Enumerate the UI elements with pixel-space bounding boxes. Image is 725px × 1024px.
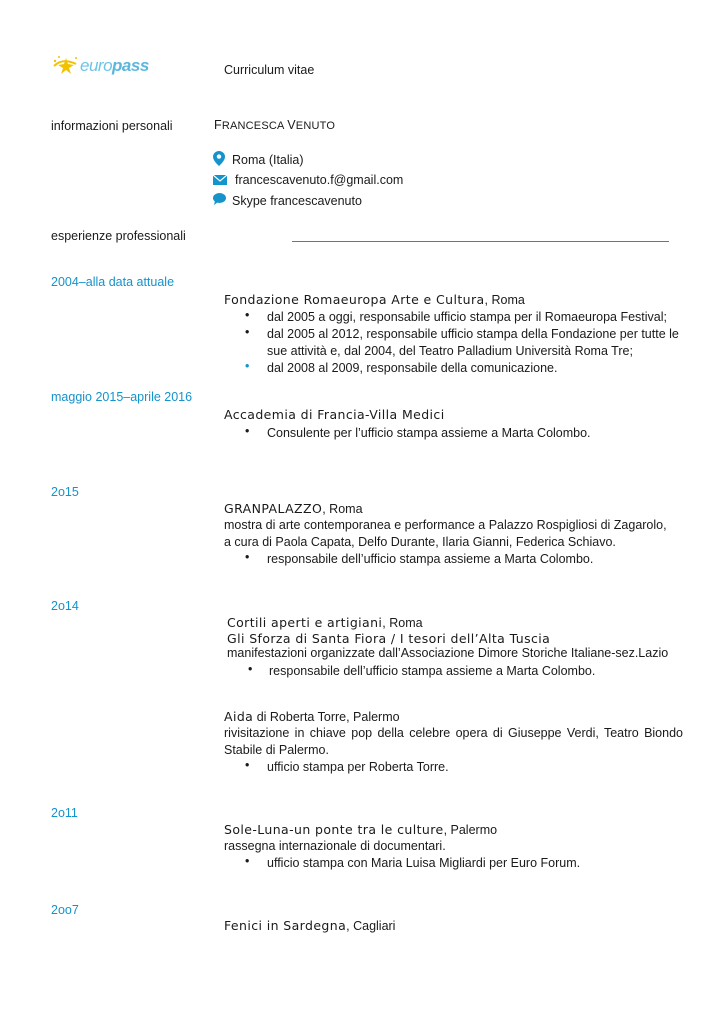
entry-bullet-continuation: sue attività e, dal 2004, del Teatro Palladium Università Roma Tre; bbox=[267, 344, 633, 358]
experience-section-label: esperienze professionali bbox=[51, 229, 186, 243]
entry-date: 2o14 bbox=[51, 599, 79, 613]
location-text: Roma (Italia) bbox=[232, 153, 304, 167]
entry-org: Fondazione Romaeuropa Arte e Cultura, Roma bbox=[224, 292, 525, 307]
entry-date: 2004–alla data attuale bbox=[51, 275, 175, 289]
bullet-glyph: • bbox=[245, 359, 250, 373]
location-pin-icon bbox=[213, 151, 225, 166]
europass-star-icon bbox=[50, 52, 84, 82]
entry-description: rassegna internazionale di documentari. bbox=[224, 839, 446, 853]
entry-date: 2o11 bbox=[51, 806, 78, 820]
section-divider bbox=[292, 241, 669, 242]
entry-org: Fenici in Sardegna, Cagliari bbox=[224, 918, 396, 933]
entry-bullet: dal 2008 al 2009, responsabile della comunicazione. bbox=[267, 361, 558, 375]
entry-org: Accademia di Francia-Villa Medici bbox=[224, 407, 445, 422]
entry-description: rivisitazione in chiave pop della celebre opera di Giuseppe Verdi, Teatro Biondo bbox=[224, 726, 683, 740]
bullet-glyph: • bbox=[245, 550, 250, 564]
chat-bubble-icon bbox=[213, 193, 226, 205]
person-name: FRANCESCA VENUTO bbox=[214, 118, 336, 132]
entry-sub-org: Aida di Roberta Torre, Palermo bbox=[224, 709, 400, 724]
bullet-glyph: • bbox=[245, 424, 250, 438]
entry-bullet: Consulente per l’ufficio stampa assieme a Marta Colombo. bbox=[267, 426, 591, 440]
bullet-glyph: • bbox=[245, 758, 250, 772]
bullet-glyph: • bbox=[245, 308, 250, 322]
bullet-glyph: • bbox=[245, 325, 250, 339]
entry-date: 2o15 bbox=[51, 485, 79, 499]
bullet-glyph: • bbox=[245, 854, 250, 868]
entry-bullet: dal 2005 a oggi, responsabile ufficio stampa per il Romaeuropa Festival; bbox=[267, 310, 667, 324]
entry-description: mostra di arte contemporanea e performance a Palazzo Rospigliosi di Zagarolo, bbox=[224, 518, 667, 532]
bullet-glyph: • bbox=[248, 662, 253, 676]
entry-description: manifestazioni organizzate dall’Associazione Dimore Storiche Italiane-sez.Lazio bbox=[227, 646, 669, 660]
entry-bullet: ufficio stampa con Maria Luisa Migliardi per Euro Forum. bbox=[267, 856, 581, 870]
entry-bullet: ufficio stampa per Roberta Torre. bbox=[267, 760, 449, 774]
logo-text: europass bbox=[80, 56, 149, 75]
entry-org-secondary: Gli Sforza di Santa Fiora / I tesori dell’Alta Tuscia bbox=[227, 631, 551, 646]
entry-description: a cura di Paola Capata, Delfo Durante, Ilaria Gianni, Federica Schiavo. bbox=[224, 535, 616, 549]
entry-date: 2oo7 bbox=[51, 903, 79, 917]
doc-title: Curriculum vitae bbox=[224, 63, 315, 77]
entry-bullet: responsabile dell’ufficio stampa assieme a Marta Colombo. bbox=[269, 664, 596, 678]
entry-bullet: responsabile dell’ufficio stampa assieme a Marta Colombo. bbox=[267, 552, 594, 566]
europass-logo bbox=[50, 52, 150, 82]
entry-org: Cortili aperti e artigiani, Roma bbox=[227, 615, 423, 630]
entry-org: GRANPALAZZO, Roma bbox=[224, 501, 363, 516]
skype-text: Skype francescavenuto bbox=[232, 194, 362, 208]
email-link[interactable]: francescavenuto.f@gmail.com bbox=[235, 173, 404, 187]
entry-bullet: dal 2005 al 2012, responsabile ufficio stampa della Fondazione per tutte le bbox=[267, 327, 679, 341]
entry-date: maggio 2015–aprile 2016 bbox=[51, 390, 193, 404]
entry-description: Stabile di Palermo. bbox=[224, 743, 329, 757]
entry-org: Sole-Luna-un ponte tra le culture, Palermo bbox=[224, 822, 498, 837]
email-icon bbox=[213, 175, 227, 185]
personal-section-label: informazioni personali bbox=[51, 119, 173, 133]
